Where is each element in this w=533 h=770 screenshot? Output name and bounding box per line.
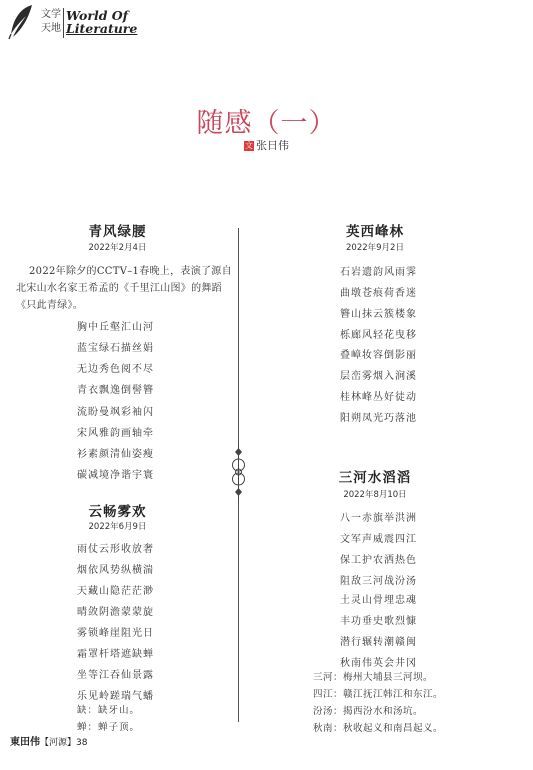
column-cn-line-2: 天地	[41, 23, 61, 34]
poem-2-date: 2022年6月9日	[88, 522, 147, 532]
poem-3-stanza-2	[340, 345, 417, 429]
page-number: 38	[76, 738, 88, 748]
poem-line: 丰功垂史歌烈慷	[340, 616, 417, 627]
poem-3-date: 2022年9月2日	[346, 243, 404, 253]
poem-2-title: 云畅雾欢	[88, 504, 147, 520]
poem-3-title: 英西峰林	[346, 224, 404, 240]
preface-line-3: 《只此青绿》。	[16, 300, 84, 311]
poem-line: 桂林峰丛好徒动	[340, 392, 417, 403]
column-name-en	[66, 9, 137, 35]
poem-line: 乐见岭蹉瑞气蟠	[77, 691, 154, 702]
poem-4-title: 三河水滔滔	[338, 470, 412, 486]
poem-2-notes	[77, 702, 140, 736]
article-title: 随感（一）	[196, 108, 337, 139]
author-badge: 文	[245, 141, 253, 150]
poem-line: 秋南伟英会井冈	[340, 658, 417, 669]
poem-line: 保工护农洒热色	[340, 555, 417, 566]
poem-4-stanza-2	[340, 590, 417, 674]
preface-line-2: 北宋山水名家王希孟的《千里江山图》的舞蹈	[16, 283, 222, 294]
poem-line: 雨仗云形收放奢	[77, 544, 154, 555]
poem-line: 八一赤旗举洪洲	[340, 513, 417, 524]
poem-1-title: 青风绿腰	[88, 224, 147, 240]
page-footer	[10, 733, 87, 748]
poem-line: 宋风雅韵画轴牵	[77, 428, 154, 439]
poem-line: 烟依风势纵横湍	[77, 565, 154, 576]
poem-1-stanza-2	[77, 402, 154, 486]
poem-line: 栎廊风轻花曳移	[340, 330, 417, 341]
poem-line: 蓝宝绿石描丝娟	[77, 343, 154, 354]
note-line: 蝉：蝉子顶。	[77, 722, 141, 733]
note-line: 三河：梅州大埔县三河坝。	[313, 672, 434, 683]
poem-4-stanza-1	[340, 508, 417, 592]
column-en-line-2: Literature	[66, 21, 138, 36]
poem-line: 叠嶂妆容倒影丽	[340, 350, 417, 361]
header-separator	[63, 8, 64, 38]
column-en-line-1: World Of	[66, 8, 129, 23]
poem-line: 阳朔凤光巧落池	[340, 413, 417, 424]
poem-1-stanza-1	[77, 317, 154, 401]
footer-section: 【河源】	[40, 738, 77, 748]
column-cn-line-1: 文学	[41, 9, 61, 20]
note-line: 秋南：秋收起义和南昌起义。	[313, 723, 444, 734]
divider-ornament-icon	[228, 443, 249, 501]
poem-3-stanza-1	[340, 262, 417, 346]
note-line: 汾汤：揭西汾水和汤坑。	[313, 706, 424, 717]
poem-line: 胸中丘壑汇山河	[77, 322, 154, 333]
poem-4-date: 2022年8月10日	[343, 490, 407, 500]
preface-line-1: 2022年除夕的CCTV–1春晚上，表演了源自	[29, 266, 232, 277]
note-line: 缺：缺牙山。	[77, 705, 141, 716]
poem-4-notes	[313, 669, 443, 737]
poem-line: 层峦雾烟入涧溪	[340, 371, 417, 382]
note-line: 四江：赣江抚江韩江和东江。	[313, 689, 444, 700]
poem-line: 衫素颜清仙姿瘦	[77, 449, 154, 460]
poem-line: 曲墩苍痕荷香迷	[340, 288, 417, 299]
magazine-brand: 東田伟	[10, 737, 40, 748]
poem-line: 无边秀色阅不尽	[77, 364, 154, 375]
poem-2-stanza-2	[77, 623, 154, 707]
poem-line: 雾锁峰崖阻光日	[77, 628, 154, 639]
poem-line: 阻敌三河战汾汤	[340, 576, 417, 587]
poem-line: 簪山抹云簇楼象	[340, 309, 417, 320]
poem-line: 青衣飘逸倒髻簪	[77, 385, 154, 396]
poem-line: 潜行辗转潮赣闽	[340, 637, 417, 648]
poem-line: 碳减境净谐宇寰	[77, 470, 154, 481]
poem-line: 流盼曼飒彩袖闪	[77, 407, 154, 418]
poem-line: 坐等江吞仙景露	[77, 670, 154, 681]
poem-2-stanza-1	[77, 539, 154, 623]
column-name-cn	[27, 8, 61, 36]
poem-line: 石岩遗韵风雨霁	[340, 267, 417, 278]
poem-line: 土灵山骨埋忠魂	[340, 595, 417, 606]
poem-line: 晴敛阴澹蒙蒙旋	[77, 607, 154, 618]
byline	[0, 137, 533, 153]
poem-1-date: 2022年2月4日	[88, 243, 147, 253]
poem-line: 文军声威震四江	[340, 534, 417, 545]
poem-1-preface	[16, 263, 232, 314]
author-name: 张日伟	[256, 139, 289, 152]
poem-line: 天藏山隐茫茫渺	[77, 586, 154, 597]
poem-line: 霜罩杆塔遮缺蝉	[77, 649, 154, 660]
